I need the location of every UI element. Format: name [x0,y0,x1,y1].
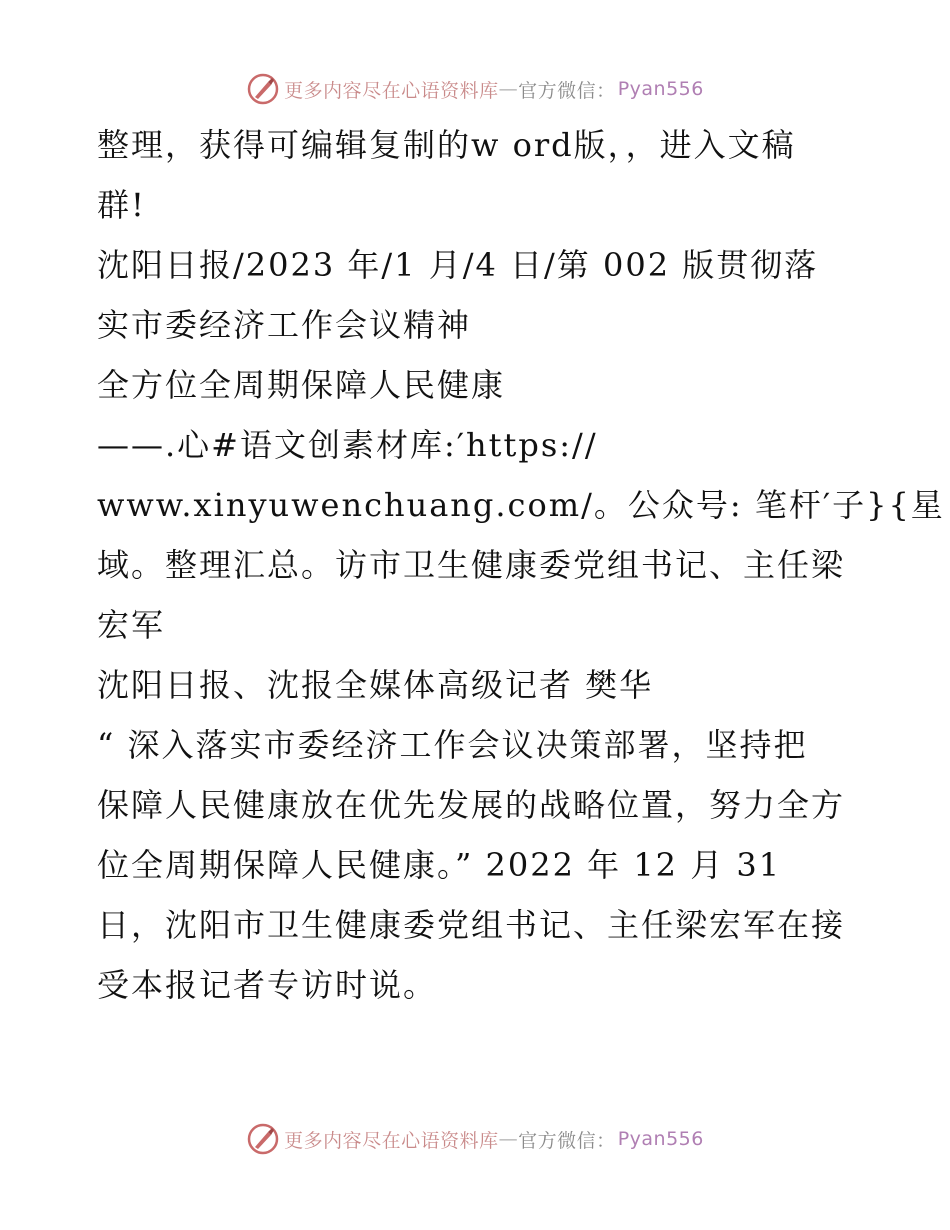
text-line: 沈阳日报/2023 年/1 月/4 日/第 002 版贯彻落 [97,246,819,284]
text-line: ——.心#语文创素材库:′https:// [97,426,598,464]
watermark-main-text: 更多内容尽在心语资料库 [284,1129,499,1152]
watermark-wechat-id: Pyan556 [617,1128,704,1150]
pen-logo-icon [246,1122,280,1156]
watermark-dash: — [498,1128,519,1150]
watermark-dash: — [498,78,519,100]
text-line: www.xinyuwenchuang.com/。公众号: 笔杆′子}{星 [97,486,945,524]
text-line: 保障人民健康放在优先发展的战略位置，努力全方 [97,786,846,824]
watermark-official-label: 官方微信： [518,79,616,102]
pen-logo-icon [246,72,280,106]
footer-watermark [0,1122,950,1156]
header-watermark [0,72,950,106]
text-line: 受本报记者专访时说。 [97,966,438,1004]
watermark-main-text: 更多内容尽在心语资料库 [284,79,499,102]
document-body [97,115,945,1015]
text-line: “ 深入落实市委经济工作会议决策部署，坚持把 [97,726,808,764]
text-line: 群! [97,186,146,224]
text-line: 全方位全周期保障人民健康 [97,366,506,404]
watermark-official-label: 官方微信： [518,1129,616,1152]
text-line: 宏军 [97,606,166,644]
text-line: 实市委经济工作会议精神 [97,306,472,344]
text-line: 日，沈阳市卫生健康委党组书记、主任梁宏军在接 [97,906,846,944]
watermark-wechat-id: Pyan556 [617,78,704,100]
text-line: 整理，获得可编辑复制的w ord版，，进入文稿 [97,126,796,164]
text-line: 位全周期保障人民健康。” 2022 年 12 月 31 [97,846,782,884]
text-line: 域。整理汇总。访市卫生健康委党组书记、主任梁 [97,546,846,584]
text-line: 沈阳日报、沈报全媒体高级记者 樊华 [97,666,654,704]
